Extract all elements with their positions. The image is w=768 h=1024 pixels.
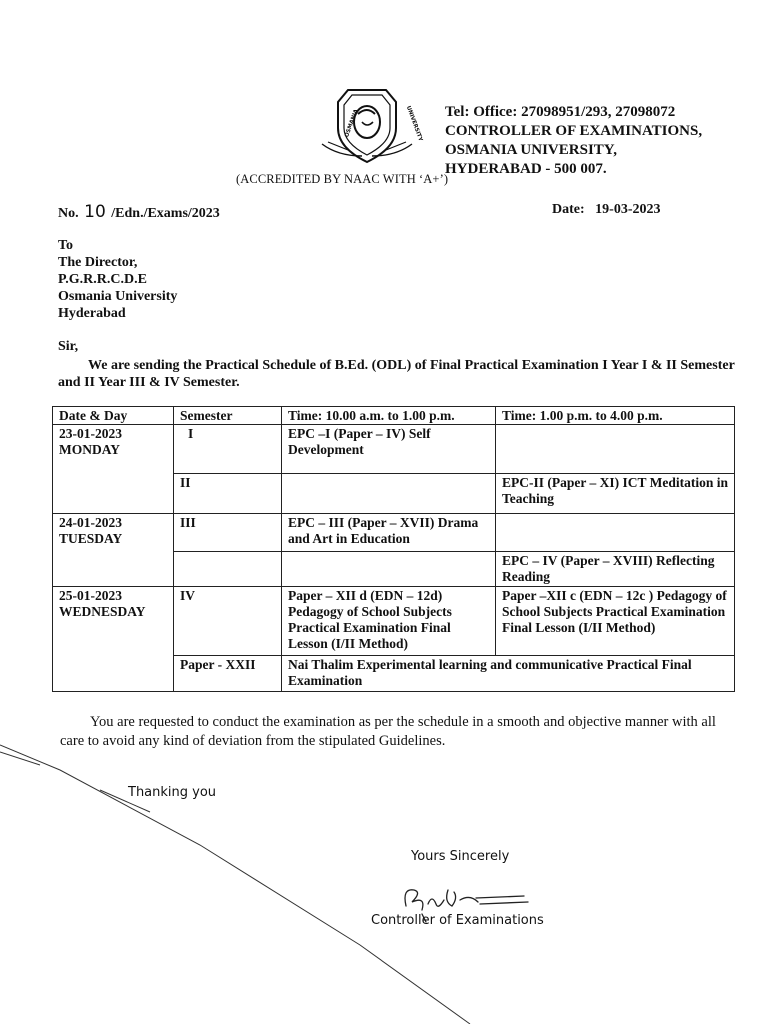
salutation: Sir, — [58, 339, 79, 354]
reference-suffix: /Edn./Exams/2023 — [111, 206, 220, 221]
afternoon-cell: EPC – IV (Paper – XVIII) Reflecting Reading — [496, 552, 735, 587]
semester-text: IV — [180, 588, 196, 603]
day-text: TUESDAY — [59, 531, 123, 546]
table-row — [53, 514, 735, 552]
date-cell — [53, 425, 174, 514]
combined-cell: Nai Thalim Experimental learning and communicative Practical Final Examination — [282, 656, 735, 692]
morning-cell — [282, 552, 496, 587]
afternoon-cell: EPC-II (Paper – XI) ICT Meditation in Teaching — [496, 474, 735, 514]
date-cell — [53, 587, 174, 692]
afternoon-cell: Paper –XII c (EDN – 12c ) Pedagogy of School Subjects Practical Examination Final Lesson (I/II Method) — [496, 587, 735, 656]
accreditation: (ACCREDITED BY NAAC WITH ‘A+’) — [236, 172, 449, 186]
semester-cell — [174, 552, 282, 587]
reference-handwritten-number: 10 — [84, 202, 106, 222]
date-cell — [53, 514, 174, 587]
semester-cell — [174, 514, 282, 552]
reference-prefix: No. — [58, 206, 79, 221]
semester-text: III — [180, 515, 196, 530]
header-semester: Semester — [174, 407, 282, 425]
intro-paragraph: We are sending the Practical Schedule of B.Ed. (ODL) of Final Practical Examination I Year I & II Semester and II Year III & IV Semester. — [58, 358, 735, 390]
date-value: 19-03-2023 — [595, 202, 661, 217]
semester-text: II — [180, 475, 191, 490]
address-line: P.G.R.R.C.D.E — [58, 272, 147, 287]
morning-cell — [282, 474, 496, 514]
letterhead — [445, 103, 702, 179]
morning-cell: EPC –I (Paper – IV) Self Development — [282, 425, 496, 474]
telephone: Tel: Office: 27098951/293, 27098072 — [445, 104, 676, 120]
morning-cell: Paper – XII d (EDN – 12d) Pedagogy of School Subjects Practical Examination Final Lesson (I/II Method) — [282, 587, 496, 656]
office-name: CONTROLLER OF EXAMINATIONS, — [445, 123, 703, 139]
university-logo — [318, 84, 424, 168]
day-text: MONDAY — [59, 442, 121, 457]
afternoon-cell — [496, 514, 735, 552]
semester-cell — [174, 425, 282, 474]
reference-number — [58, 202, 220, 222]
semester-cell: Paper - XXII — [174, 656, 282, 692]
day-text: WEDNESDAY — [59, 604, 146, 619]
date-text: 23-01-2023 — [59, 426, 122, 441]
address-line: Osmania University — [58, 289, 178, 304]
logo-text-left: OSMANIA — [344, 108, 360, 139]
table-header-row — [53, 407, 735, 425]
schedule-table — [52, 406, 735, 692]
city-pin: HYDERABAD - 500 007. — [445, 161, 607, 177]
semester-cell — [174, 474, 282, 514]
signatory-title: Controller of Examinations — [371, 913, 544, 928]
header-date-day: Date & Day — [53, 407, 174, 425]
address-line: To — [58, 238, 74, 253]
table-row — [53, 425, 735, 474]
header-afternoon: Time: 1.00 p.m. to 4.00 p.m. — [496, 407, 735, 425]
date-label: Date: — [552, 202, 585, 217]
address-line: The Director, — [58, 255, 138, 270]
closing-paragraph: You are requested to conduct the examination as per the schedule in a smooth and objective manner with all care to avoid any kind of deviation from the stipulated Guidelines. — [60, 714, 716, 749]
address-line: Hyderabad — [58, 306, 126, 321]
thanking-line: Thanking you — [128, 785, 217, 800]
semester-text: I — [188, 426, 194, 441]
sign-off: Yours Sincerely — [411, 849, 510, 864]
afternoon-cell — [496, 425, 735, 474]
table-row — [53, 587, 735, 656]
date-text: 25-01-2023 — [59, 588, 122, 603]
header-morning: Time: 10.00 a.m. to 1.00 p.m. — [282, 407, 496, 425]
letter-date — [552, 202, 660, 218]
university-name: OSMANIA UNIVERSITY, — [445, 142, 617, 158]
logo-text-right: UNIVERSITY — [404, 105, 424, 143]
recipient-address — [58, 237, 177, 322]
date-text: 24-01-2023 — [59, 515, 122, 530]
morning-cell: EPC – III (Paper – XVII) Drama and Art in Education — [282, 514, 496, 552]
semester-cell — [174, 587, 282, 656]
